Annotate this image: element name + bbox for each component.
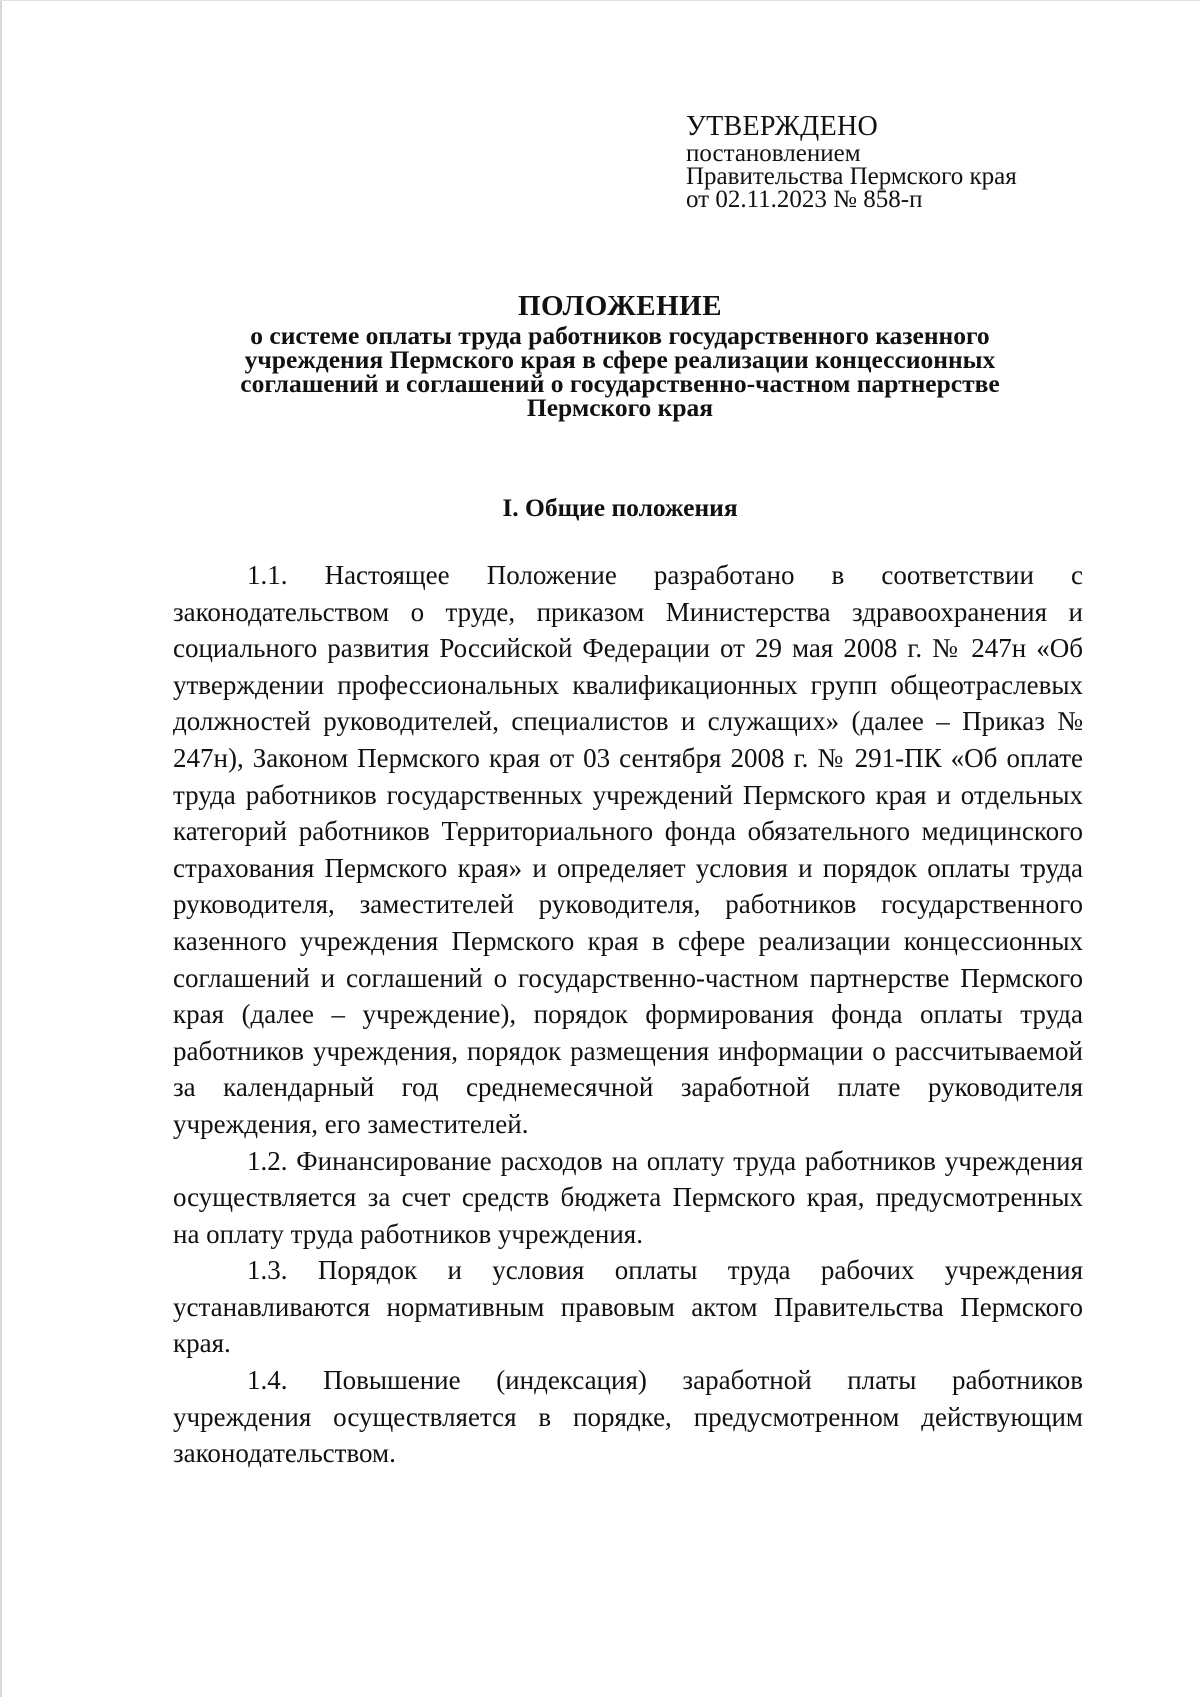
document-subtitle: о системе оплаты труда работников государственного казенного учреждения Пермского края в сфере реализации концессионных соглашений и соглашений о государственно-частном партнерстве Пермского края	[240, 321, 1000, 422]
paragraph-1-1: 1.1. Настоящее Положение разработано в соответствии с законодательством о труде, приказом Министерства здравоохранения и социального развития Российской Федерации от 29 мая 2008 г. № 247н «Об утверждении профессиональных квалификационных групп общеотраслевых должностей руководителей, специалистов и служащих» (далее – Приказ № 247н), Законом Пермского края от 03 сентября 2008 г. № 291-ПК «Об оплате труда работников государственных учреждений Пермского края и отдельных категорий работников Территориального фонда обязательного медицинского страхования Пермского края» и определяет условия и порядок оплаты труда руководителя, заместителей руководителя, работников государственного казенного учреждения Пермского края в сфере реализации концессионных соглашений и соглашений о государственно-частном партнерстве Пермского края (далее – учреждение), порядок формирования фонда оплаты труда работников учреждения, порядок размещения информации о рассчитываемой за календарный год среднемесячной заработной плате руководителя учреждения, его заместителей.	[173, 560, 1083, 1139]
approval-line-government: Правительства Пермского края	[686, 163, 1017, 190]
section-heading: I. Общие положения	[502, 493, 738, 522]
document-title: ПОЛОЖЕНИЕ	[517, 290, 723, 322]
title-block	[190, 290, 1050, 420]
paragraph-1-2: 1.2. Финансирование расходов на оплату труда работников учреждения осуществляется за счет средств бюджета Пермского края, предусмотренных на оплату труда работников учреждения.	[173, 1145, 1083, 1249]
approval-line-decree: постановлением	[686, 140, 861, 167]
section-body	[173, 557, 1083, 1472]
paragraph-1-3: 1.3. Порядок и условия оплаты труда рабочих учреждения устанавливаются нормативным правовым актом Правительства Пермского края.	[173, 1255, 1083, 1359]
approval-heading: УТВЕРЖДЕНО	[686, 111, 879, 142]
paragraph-1-4: 1.4. Повышение (индексация) заработной платы работников учреждения осуществляется в порядке, предусмотренном действующим законодательством.	[173, 1365, 1083, 1469]
scan-edge-top	[0, 0, 1200, 1]
approval-line-date-number: от 02.11.2023 № 858-п	[686, 186, 923, 213]
scan-edge-left	[0, 0, 2, 1697]
approval-stamp	[686, 112, 1017, 211]
